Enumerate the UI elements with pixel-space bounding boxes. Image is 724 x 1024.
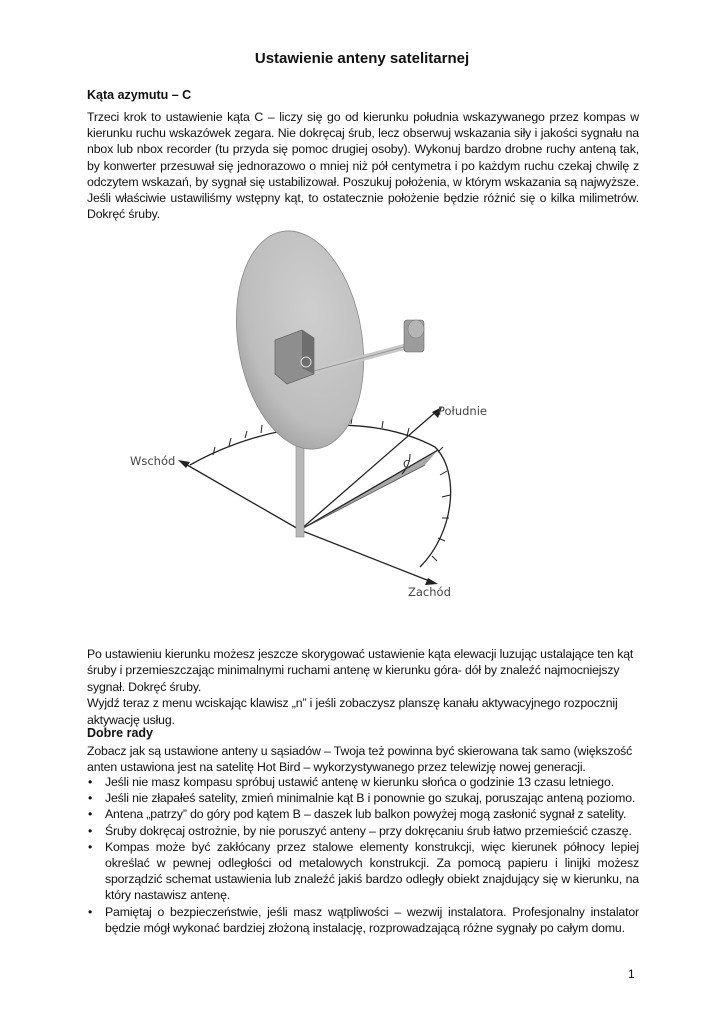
label-west: Zachód <box>408 585 451 599</box>
list-item <box>87 774 639 790</box>
lnb-feedhorn <box>408 320 424 338</box>
west-arrow-icon <box>425 578 438 585</box>
tip-text: Jeśli nie masz kompasu spróbuj ustawić antenę w kierunku słońca o godzinie 13 czasu letniego. <box>105 775 614 789</box>
antenna-figure <box>120 222 500 607</box>
bullet-icon: • <box>88 823 93 838</box>
label-east: Wschód <box>130 454 176 468</box>
page-number: 1 <box>628 967 635 981</box>
list-item <box>87 806 639 822</box>
bullet-icon: • <box>88 791 93 806</box>
tips-intro: Zobacz jak są ustawione anteny u sąsiadów – Twoja też powinna być skierowana tak samo (większość anten ustawiona jest na satelitę Hot Bird – wykorzystywanego przez telewizję nowej generacji. <box>87 744 633 775</box>
tip-text: Śruby dokręcaj ostrożnie, by nie poruszyć anteny – przy dokręcaniu śrub łatwo przemieścić czaszę. <box>105 823 632 838</box>
document-title: Ustawienie anteny satelitarnej <box>254 50 470 67</box>
paragraph-elevation <box>87 646 639 728</box>
tips-heading: Dobre rady <box>87 726 153 740</box>
tip-text: Jeśli nie złapałeś satelity, zmień minimalnie kąt B i ponownie go szukaj, poruszając anteną poziomo. <box>105 791 636 806</box>
paragraph-azimuth: Trzeci krok to ustawienie kąta C – liczy się go od kierunku południa wskazywanego przez kompas w kierunku ruchu wskazówek zegara. Nie dokręcaj śrub, lecz obserwuj wskazania siły i jakości sygnału na nbox lub nbox recorder (tu przyda się pomoc drugiej osoby). Wykonuj bardzo drobne ruchy anteną tak, by konwerter przesuwał się jednorazowo o mniej niż pół centymetra i po każdym ruchu czekaj chwilę z odczytem wskazań, by sygnał się ustabilizował. Poszukuj położenia, w którym wskazania są najwyższe. Jeśli właściwie ustawiliśmy wstępny kąt, to ostatecznie położenie będzie różnić się o kilka milimetrów. Dokręć śruby. <box>87 110 639 222</box>
bullet-icon: • <box>88 775 93 789</box>
antenna-diagram <box>120 222 500 607</box>
bullet-icon: • <box>88 904 93 919</box>
section-heading: Kąta azymutu – C <box>87 88 192 102</box>
east-arrow-icon <box>178 460 190 468</box>
list-item <box>87 904 639 936</box>
angle-c-edge <box>300 465 425 530</box>
label-south: Południe <box>438 404 487 418</box>
list-item <box>87 790 639 806</box>
paragraph-activation-text: Wyjdź teraz z menu wciskając klawisz „n” i jeśli zobaczysz planszę kanału aktywacyjnego rozpocznij aktywację usług. <box>87 696 618 727</box>
tip-text: Pamiętaj o bezpieczeństwie, jeśli masz wątpliwości – wezwij instalatora. Profesjonalny instalator będzie mógł wykonać bardziej złożoną instalację, rozprowadzającą różne sygnały po całym domu. <box>105 904 639 935</box>
west-ray <box>300 530 432 582</box>
paragraph-elevation-text: Po ustawieniu kierunku możesz jeszcze skorygować ustawienie kąta elewacji luzując ustalające ten kąt śruby i przemieszczając minimalnymi ruchami antenę w kierunku góra- dół by znaleźć najmocniejszy sygnał. Dokręć śruby. <box>87 647 634 694</box>
bullet-icon: • <box>88 839 93 854</box>
bullet-icon: • <box>88 807 93 822</box>
antenna-direction-ray <box>300 450 438 530</box>
label-angle-c: C <box>403 458 411 471</box>
tip-text: Antena „patrzy” do góry pod kątem B – daszek lub balkon powyżej mogą zasłonić sygnał z satelity. <box>105 807 627 822</box>
list-item <box>87 839 639 904</box>
list-item <box>87 823 639 839</box>
east-ray <box>182 462 300 530</box>
tip-text: Kompas może być zakłócany przez stalowe elementy konstrukcji, więc kierunek północy lepiej określać w pewnej odległości od metalowych konstrukcji. Za pomocą papieru i linijki możesz sporządzić schemat ustawienia lub znaleźć jakiś bardzo odległy obiekt znajdujący się w kierunku, na który nastawisz antenę. <box>105 839 639 903</box>
tips-list <box>87 774 639 936</box>
